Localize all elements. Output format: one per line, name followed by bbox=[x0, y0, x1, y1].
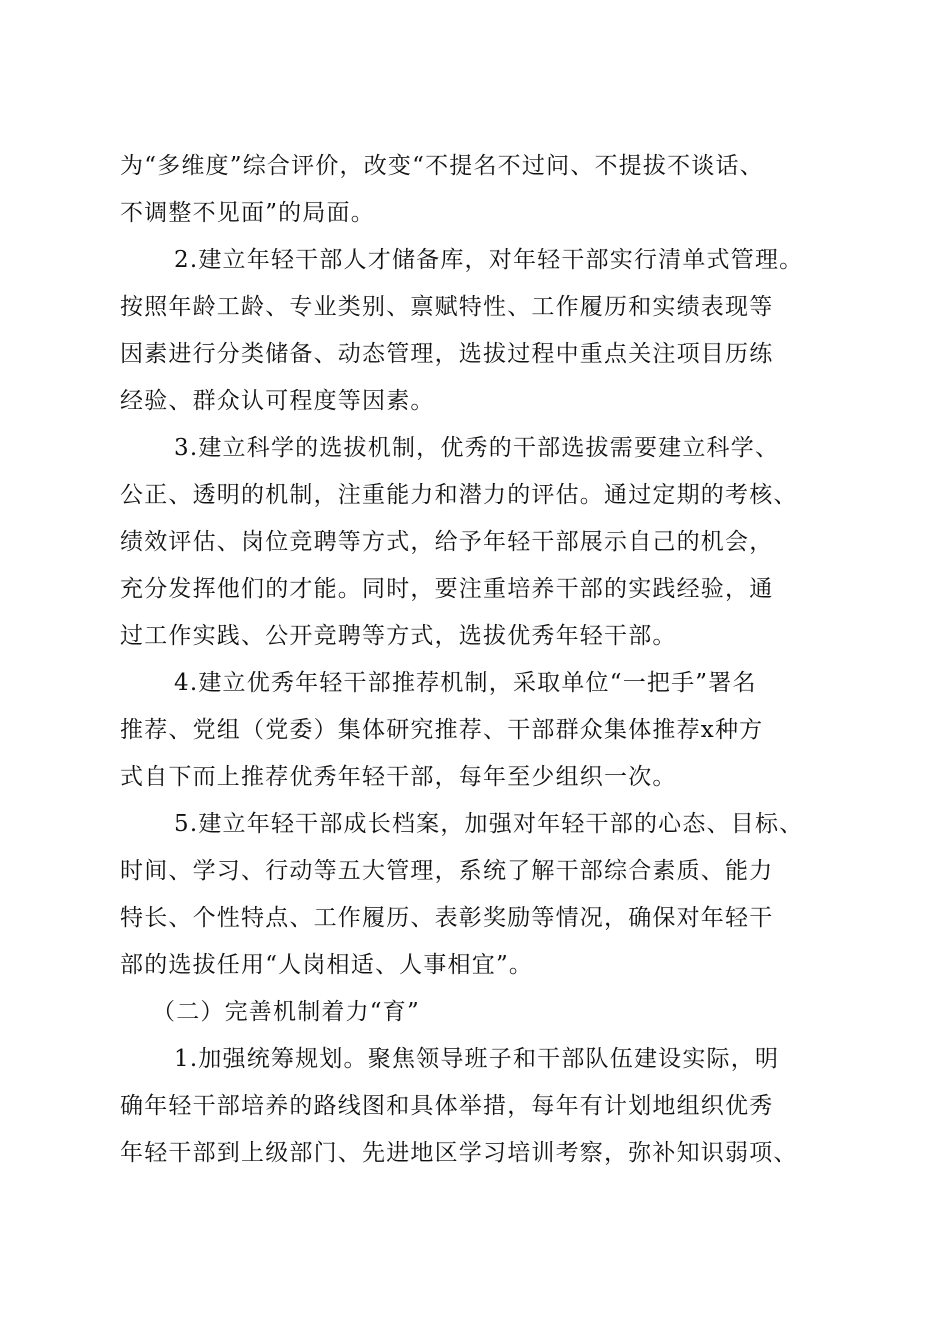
paragraph-item-5 bbox=[120, 801, 840, 989]
text-line: 经验、群众认可程度等因素。 bbox=[120, 388, 435, 414]
text-line: 不调整不见面”的局面。 bbox=[120, 200, 375, 226]
paragraph-continuation bbox=[120, 143, 840, 237]
text-line: 推荐、党组（党委）集体研究推荐、干部群众集体推荐x种方 bbox=[120, 717, 764, 743]
text-line: 绩效评估、岗位竞聘等方式，给予年轻干部展示自己的机会， bbox=[120, 529, 774, 555]
document-body bbox=[120, 143, 840, 1177]
heading-line: （二）完善机制着力“育” bbox=[152, 999, 420, 1025]
text-line: 部的选拔任用“人岗相适、人事相宜”。 bbox=[120, 952, 534, 978]
text-line: 过工作实践、公开竞聘等方式，选拔优秀年轻干部。 bbox=[120, 623, 677, 649]
text-line: 5.建立年轻干部成长档案，加强对年轻干部的心态、目标、 bbox=[174, 811, 804, 837]
paragraph-section2-item-1 bbox=[120, 1036, 840, 1177]
text-line: 3.建立科学的选拔机制，优秀的干部选拔需要建立科学、 bbox=[174, 435, 780, 461]
text-line: 4.建立优秀年轻干部推荐机制，采取单位“一把手”署名 bbox=[174, 670, 757, 696]
text-line: 公正、透明的机制，注重能力和潜力的评估。通过定期的考核、 bbox=[120, 482, 798, 508]
paragraph-item-2 bbox=[120, 237, 840, 425]
paragraph-item-4 bbox=[120, 660, 840, 801]
text-line: 充分发挥他们的才能。同时，要注重培养干部的实践经验，通 bbox=[120, 576, 774, 602]
text-line: 按照年龄工龄、专业类别、禀赋特性、工作履历和实绩表现等 bbox=[120, 294, 774, 320]
text-line: 时间、学习、行动等五大管理，系统了解干部综合素质、能力 bbox=[120, 858, 774, 884]
text-line: 2.建立年轻干部人才储备库，对年轻干部实行清单式管理。 bbox=[174, 247, 804, 273]
text-line: 特长、个性特点、工作履历、表彰奖励等情况，确保对年轻干 bbox=[120, 905, 774, 931]
text-line: 1.加强统筹规划。聚焦领导班子和干部队伍建设实际，明 bbox=[174, 1046, 780, 1072]
text-line: 式自下而上推荐优秀年轻干部，每年至少组织一次。 bbox=[120, 764, 677, 790]
text-line: 为“多维度”综合评价，改变“不提名不过问、不提拔不谈话、 bbox=[120, 153, 764, 179]
text-line: 确年轻干部培养的路线图和具体举措，每年有计划地组织优秀 bbox=[120, 1093, 774, 1119]
text-line: 因素进行分类储备、动态管理，选拔过程中重点关注项目历练 bbox=[120, 341, 774, 367]
section-heading bbox=[120, 989, 840, 1036]
paragraph-item-3 bbox=[120, 425, 840, 660]
text-line: 年轻干部到上级部门、先进地区学习培训考察，弥补知识弱项、 bbox=[120, 1140, 798, 1166]
